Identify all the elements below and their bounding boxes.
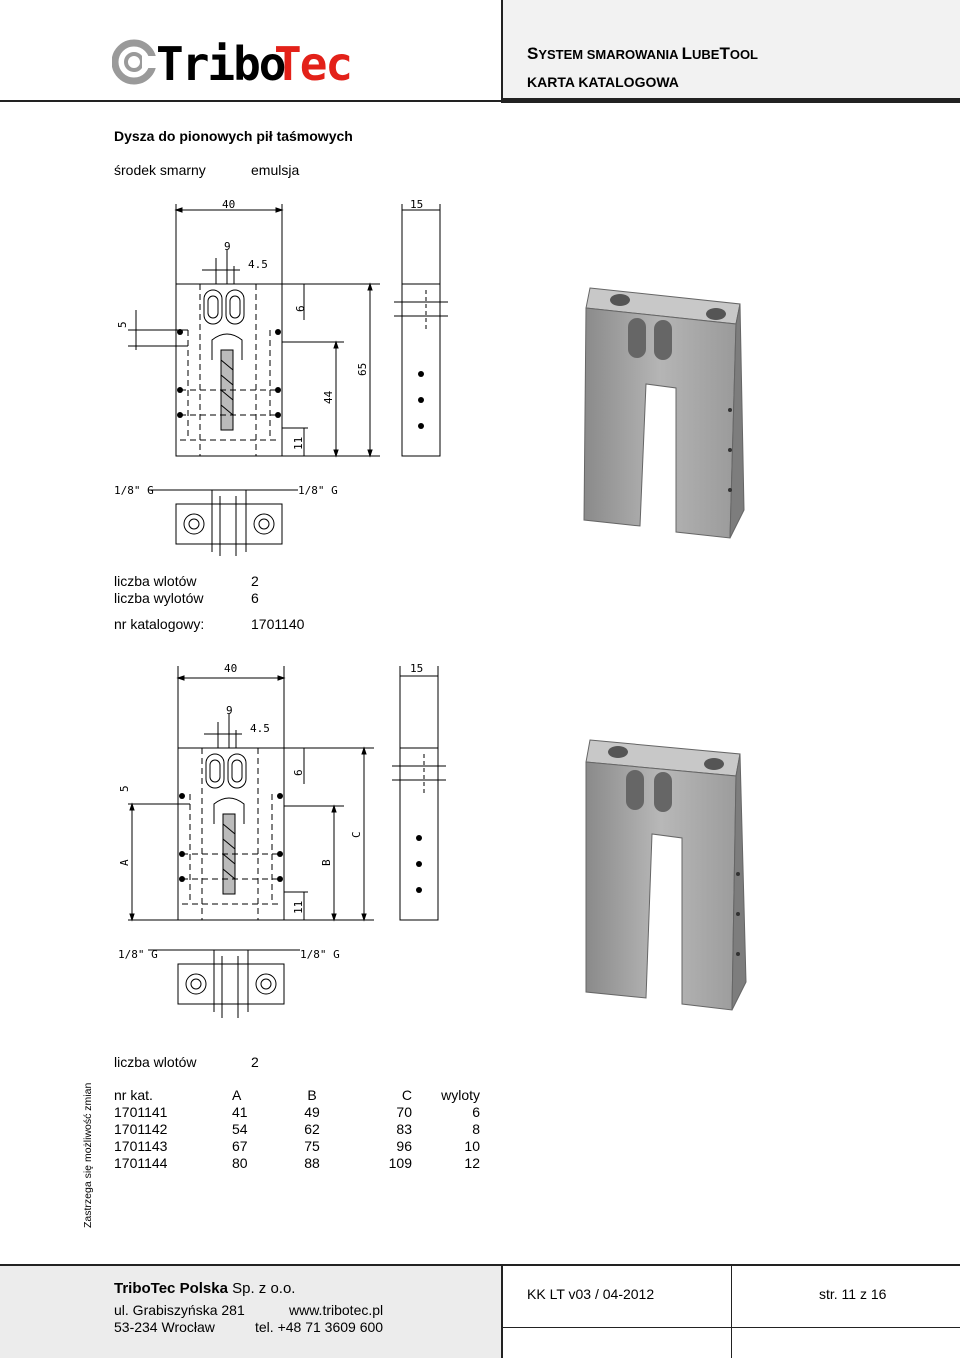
dim-6-label: 6 (294, 305, 307, 312)
svg-text:Tec: Tec (274, 37, 352, 91)
document-code: KK LT v03 / 04-2012 (527, 1286, 655, 1302)
catalog-label-1: nr katalogowy: (114, 616, 205, 632)
cell-a: 54 (232, 1120, 248, 1137)
dim-65-label: 65 (356, 362, 369, 376)
cell-catalog: 1701142 (114, 1120, 168, 1137)
dim-9-label: 9 (224, 240, 231, 253)
dim-45-label: 4.5 (248, 258, 268, 271)
cell-outlets: 6 (472, 1103, 480, 1120)
footer-divider (501, 1264, 503, 1358)
cell-catalog: 1701143 (114, 1137, 168, 1154)
catalog-value-1: 1701140 (251, 616, 305, 632)
thread-right-label: 1/8" G (298, 484, 338, 497)
company-suffix: Sp. z o.o. (232, 1280, 296, 1297)
cell-a: 80 (232, 1154, 248, 1171)
inlets-value-1: 2 (251, 573, 259, 589)
col-header-catalog: nr kat. (114, 1086, 153, 1103)
dim-6-label-2: 6 (292, 769, 305, 776)
dim-depth-label-2: 15 (410, 662, 424, 675)
bottom-view-outline (176, 504, 282, 544)
dim-11-label-2: 11 (292, 900, 305, 914)
header-divider (501, 0, 503, 102)
header-rule-thick (501, 98, 960, 103)
dim-5-label-2: 5 (118, 785, 131, 792)
footer-web-link[interactable]: www.tribotec.pl (289, 1302, 384, 1318)
cell-outlets: 10 (464, 1137, 480, 1154)
page-number: str. 11 z 16 (819, 1286, 887, 1302)
dim-11-label: 11 (292, 436, 305, 450)
footer-street: ul. Grabiszyńska 281 (114, 1302, 245, 1318)
table-row (114, 1154, 480, 1171)
side-view-outline (402, 284, 440, 456)
document-type: KARTA KATALOGOWA (527, 74, 679, 90)
table-row (114, 1103, 480, 1120)
col-header-a: A (232, 1086, 242, 1103)
thread-left-label: 1/8" G (114, 484, 154, 497)
product-photo-2 (578, 734, 754, 1016)
footer-mid-rule (503, 1327, 960, 1328)
cell-c: 109 (388, 1154, 412, 1171)
outlets-label-1: liczba wylotów (114, 590, 204, 606)
col-header-outlets: wyloty (441, 1086, 480, 1103)
col-header-c: C (401, 1086, 412, 1103)
dim-9-label-2: 9 (226, 704, 233, 717)
table-row (114, 1120, 480, 1137)
cell-c: 70 (396, 1103, 412, 1120)
cell-catalog: 1701141 (114, 1103, 168, 1120)
dim-a-label: A (118, 859, 131, 866)
disclaimer-vertical: Zastrzega się możliwość zmian (82, 1082, 94, 1228)
product-title: Dysza do pionowych pił taśmowych (114, 128, 353, 144)
company-name: TriboTec Polska (114, 1280, 228, 1297)
dim-5-label: 5 (116, 321, 129, 328)
inlets-label-2: liczba wlotów (114, 1054, 197, 1070)
dim-width-label: 40 (222, 198, 236, 211)
inlets-label-1: liczba wlotów (114, 573, 197, 589)
bottom-view-outline-2 (178, 964, 284, 1004)
thread-left-label-2: 1/8" G (118, 948, 158, 961)
system-title: SYSTEM SMAROWANIA LUBETOOL (527, 44, 758, 63)
cell-outlets: 12 (464, 1154, 480, 1171)
footer-rule (0, 1264, 960, 1266)
cell-a: 41 (232, 1103, 248, 1120)
dim-45-label-2: 4.5 (250, 722, 270, 735)
table-row (114, 1137, 480, 1154)
dim-b-label: B (320, 859, 333, 866)
lubricant-value: emulsja (251, 162, 300, 178)
dim-44-label: 44 (322, 390, 335, 404)
technical-drawing-1 (108, 190, 468, 560)
product-photo-1 (580, 280, 750, 542)
dim-depth-label: 15 (410, 198, 424, 211)
col-header-b: B (307, 1086, 317, 1103)
cell-catalog: 1701144 (114, 1154, 168, 1171)
lubricant-label: środek smarny (114, 162, 206, 178)
cell-b: 75 (304, 1137, 320, 1154)
side-view-outline-2 (400, 748, 438, 920)
outlets-value-1: 6 (251, 590, 259, 606)
thread-right-label-2: 1/8" G (300, 948, 340, 961)
footer-divider-2 (731, 1266, 732, 1358)
table-header-row (114, 1086, 480, 1103)
technical-drawing-2 (108, 652, 468, 1024)
cell-b: 88 (304, 1154, 320, 1171)
cell-a: 67 (232, 1137, 248, 1154)
footer-company (114, 1280, 295, 1297)
footer-city: 53-234 Wrocław (114, 1319, 215, 1335)
svg-text:Tribo: Tribo (156, 37, 285, 91)
cell-c: 96 (396, 1137, 412, 1154)
cell-b: 62 (304, 1120, 320, 1137)
dim-c-label: C (350, 831, 363, 838)
cell-b: 49 (304, 1103, 320, 1120)
tribotec-logo (112, 32, 372, 92)
inlets-value-2: 2 (251, 1054, 259, 1070)
dimension-table (114, 1086, 480, 1171)
dim-width-label-2: 40 (224, 662, 238, 675)
footer-phone: tel. +48 71 3609 600 (255, 1319, 384, 1335)
cell-outlets: 8 (472, 1120, 480, 1137)
cell-c: 83 (396, 1120, 412, 1137)
